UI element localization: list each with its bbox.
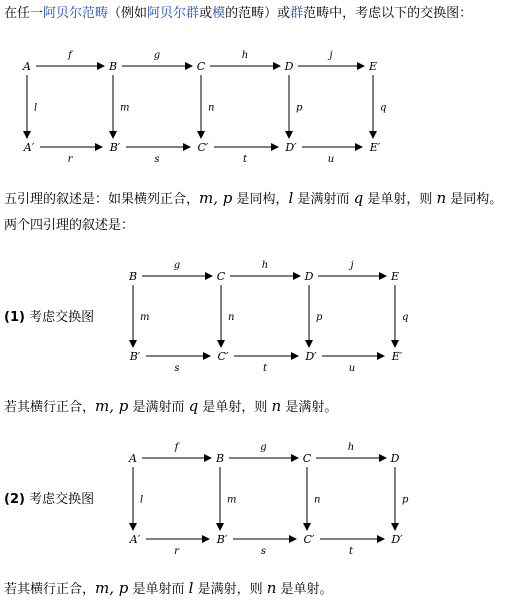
intro-text-4: 的范畴）或 (225, 6, 291, 21)
commutative-diagram-case1 (128, 260, 408, 374)
five-lemma-text-3: 是满射而 (293, 192, 354, 207)
case2-math-n: n (266, 579, 277, 597)
c2-node-top-3: D (390, 452, 400, 465)
math-m-p: m, p (199, 189, 233, 207)
d1-node-bottom-3: D′ (285, 141, 297, 154)
d1-vertical-map-label-3: p (296, 102, 303, 114)
d1-node-bottom-2: C′ (197, 141, 209, 154)
d1-node-bottom-4: E′ (369, 141, 381, 154)
case2-label-text: 考虑交换图 (29, 492, 95, 507)
four-lemma-intro: 两个四引理的叙述是： (4, 218, 135, 233)
commutative-diagram-five-lemma (22, 50, 386, 165)
c1-bottom-map-label-0: s (174, 363, 180, 374)
d1-node-top-3: D (284, 60, 294, 73)
c2-node-bottom-3: D′ (391, 533, 403, 546)
c1-node-top-0: B (128, 270, 138, 283)
case1-label-text: 考虑交换图 (29, 310, 95, 325)
c1-vertical-map-label-1: n (228, 312, 235, 323)
c2-vertical-map-label-3: p (402, 494, 409, 506)
d1-vertical-map-label-4: q (380, 102, 387, 114)
d1-vertical-map-label-2: n (208, 102, 215, 114)
d1-top-map-label-1: g (153, 50, 161, 61)
c2-node-top-0: A (129, 452, 137, 465)
case1-math-q: q (188, 397, 199, 415)
five-lemma-text-1: 五引理的叙述是：如果横列正合， (4, 192, 200, 207)
d1-node-bottom-0: A′ (23, 141, 35, 154)
five-lemma-text-2: 是同构， (232, 192, 289, 207)
c1-node-top-2: D (304, 270, 314, 283)
c1-vertical-map-label-3: q (402, 312, 409, 323)
case1-label (4, 306, 94, 325)
c2-vertical-map-label-0: l (140, 494, 144, 506)
c1-top-map-label-2: j (350, 260, 354, 271)
case1-text-4: 是满射。 (281, 400, 338, 415)
case2-text-4: 是单射。 (276, 582, 333, 597)
case1-text-1: 若其横行正合， (4, 400, 96, 415)
case2-math-m-p: m, p (95, 579, 129, 597)
c1-top-map-label-1: h (261, 260, 269, 271)
case1-text-3: 是单射，则 (198, 400, 272, 415)
case2-label (4, 488, 94, 507)
c2-vertical-map-label-2: n (314, 494, 321, 506)
d1-top-map-label-0: f (68, 50, 72, 61)
c2-bottom-map-label-1: s (260, 546, 267, 557)
c1-bottom-map-label-1: t (262, 363, 268, 374)
case2-text-1: 若其横行正合， (4, 582, 96, 597)
c1-node-bottom-2: D′ (305, 350, 317, 363)
d1-bottom-map-label-2: t (242, 154, 248, 165)
c1-bottom-map-label-2: u (348, 363, 356, 374)
intro-text-2: （例如 (108, 6, 148, 21)
math-n: n (436, 189, 447, 207)
five-lemma-text-5: 是同构。 (446, 192, 503, 207)
case2-text-2: 是单射而 (128, 582, 189, 597)
d1-node-bottom-1: B′ (109, 141, 121, 154)
c2-node-top-2: C (302, 452, 312, 465)
d1-top-map-label-3: j (329, 50, 333, 61)
case2-text-3: 是满射，则 (193, 582, 267, 597)
d1-bottom-map-label-3: u (327, 154, 335, 165)
d1-node-top-0: A (23, 60, 31, 73)
case2-statement (4, 580, 333, 598)
c2-top-map-label-1: g (260, 442, 267, 453)
c2-top-map-label-0: f (174, 442, 179, 453)
five-lemma-statement (4, 190, 502, 208)
five-lemma-text-4: 是单射，则 (363, 192, 437, 207)
commutative-diagram-case2 (128, 442, 409, 557)
intro-text-5: 范畴中，考虑以下的交换图： (303, 6, 473, 21)
d1-node-top-4: E (368, 60, 378, 73)
d1-top-map-label-2: h (241, 50, 249, 61)
module-link[interactable]: 模 (212, 6, 226, 21)
abelian-group-link[interactable]: 阿贝尔群 (147, 6, 200, 21)
case2-number: (2) (4, 492, 25, 507)
c1-node-bottom-3: E′ (391, 350, 403, 363)
case1-math-n: n (271, 397, 282, 415)
c2-top-map-label-2: h (347, 442, 355, 453)
math-l: l (288, 189, 294, 207)
d1-bottom-map-label-0: r (67, 154, 73, 165)
d1-vertical-map-label-0: l (34, 102, 38, 114)
case1-number: (1) (4, 310, 25, 325)
d1-node-top-1: B (108, 60, 118, 73)
c2-vertical-map-label-1: m (227, 494, 237, 506)
c2-bottom-map-label-2: t (348, 546, 354, 557)
intro-text-1: 在任一 (4, 6, 44, 21)
d1-vertical-map-label-1: m (120, 102, 130, 114)
c2-bottom-map-label-0: r (174, 546, 179, 557)
math-q: q (353, 189, 364, 207)
case2-math-l: l (188, 579, 194, 597)
d1-bottom-map-label-1: s (154, 154, 160, 165)
case1-statement (4, 398, 337, 416)
c2-node-bottom-1: B′ (216, 533, 228, 546)
c2-node-top-1: B (215, 452, 225, 465)
case1-math-m-p: m, p (95, 397, 129, 415)
case1-text-2: 是满射而 (128, 400, 189, 415)
abelian-category-link[interactable]: 阿贝尔范畴 (43, 6, 109, 21)
intro-text-3: 或 (199, 6, 213, 21)
c1-node-top-1: C (216, 270, 226, 283)
c1-node-bottom-0: B′ (129, 350, 141, 363)
c2-node-bottom-0: A′ (129, 533, 141, 546)
d1-node-top-2: C (196, 60, 206, 73)
c1-vertical-map-label-0: m (140, 312, 150, 323)
group-link[interactable]: 群 (290, 6, 304, 21)
c1-vertical-map-label-2: p (316, 312, 323, 323)
c1-top-map-label-0: g (173, 260, 181, 271)
c1-node-bottom-1: C′ (217, 350, 229, 363)
c1-node-top-3: E (390, 270, 400, 283)
c2-node-bottom-2: C′ (303, 533, 315, 546)
